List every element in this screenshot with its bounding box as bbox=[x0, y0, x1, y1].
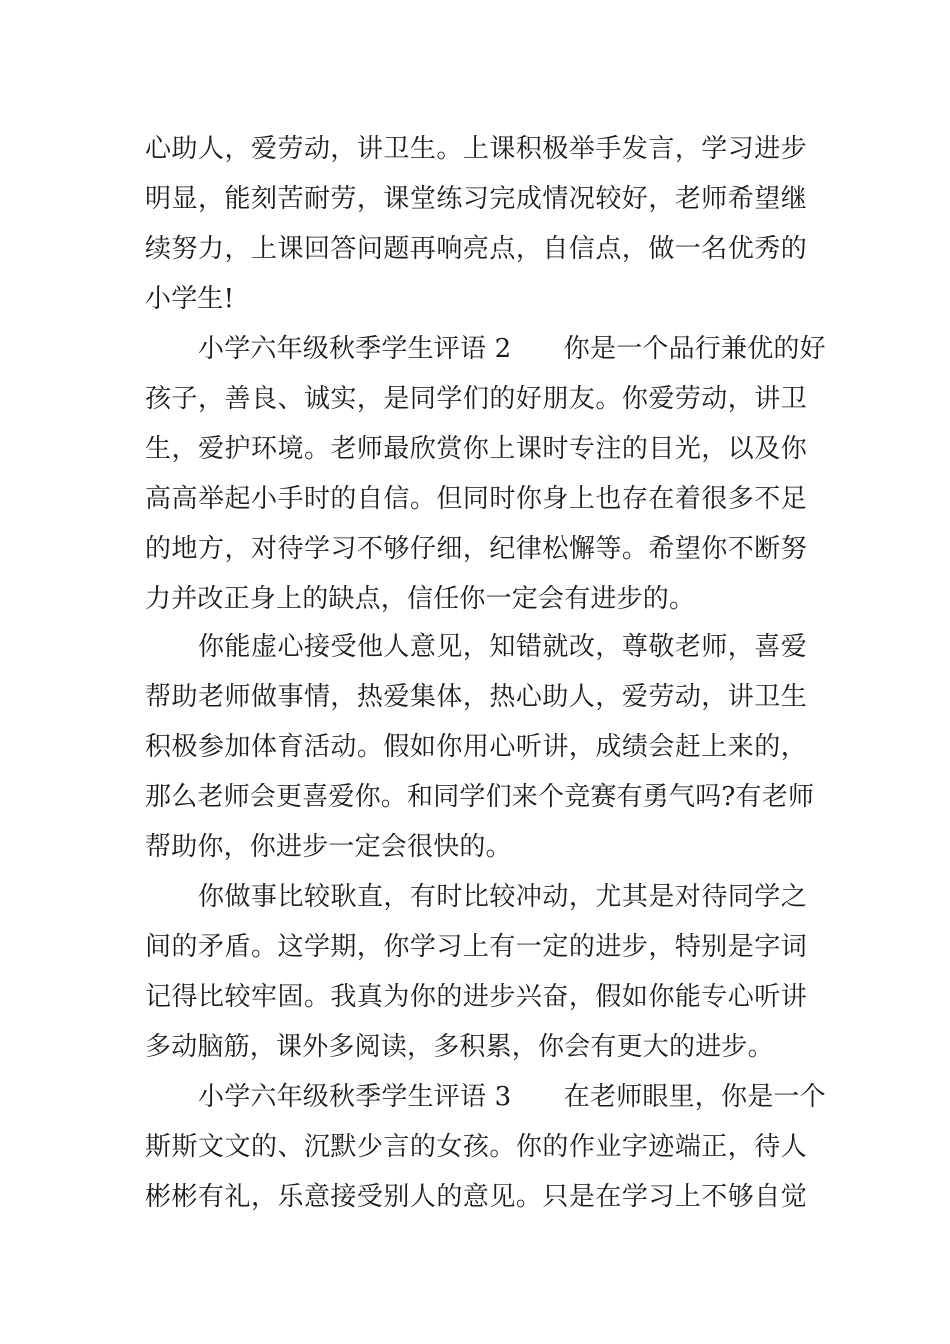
text-line: 的地方，对待学习不够仔细，纪律松懈等。希望你不断努 bbox=[145, 534, 807, 564]
paragraph-start-line: 你能虚心接受他人意见，知错就改，尊敬老师，喜爱 bbox=[198, 632, 807, 662]
text-line: 间的矛盾。这学期，你学习上有一定的进步，特别是字词 bbox=[145, 932, 807, 962]
text-line: 多动脑筋，课外多阅读，多积累，你会有更大的进步。 bbox=[145, 1032, 774, 1062]
section-heading-line: 小学六年级秋季学生评语 3 在老师眼里，你是一个 bbox=[198, 1082, 826, 1112]
text-line: 积极参加体育活动。假如你用心听讲，成绩会赶上来的， bbox=[145, 732, 807, 762]
text-line: 续努力，上课回答问题再响亮点，自信点，做一名优秀的 bbox=[145, 234, 807, 264]
text-line: 帮助你，你进步一定会很快的。 bbox=[145, 832, 512, 862]
text-line: 高高举起小手时的自信。但同时你身上也存在着很多不足 bbox=[145, 484, 807, 514]
text-line: 那么老师会更喜爱你。和同学们来个竞赛有勇气吗?有老师 bbox=[145, 782, 815, 812]
text-line: 斯斯文文的、沉默少言的女孩。你的作业字迹端正，待人 bbox=[145, 1132, 807, 1162]
text-line: 生，爱护环境。老师最欣赏你上课时专注的目光，以及你 bbox=[145, 434, 807, 464]
text-line: 心助人，爱劳动，讲卫生。上课积极举手发言，学习进步 bbox=[145, 134, 807, 164]
paragraph-start-line: 你做事比较耿直，有时比较冲动，尤其是对待同学之 bbox=[198, 882, 807, 912]
text-line: 帮助老师做事情，热爱集体，热心助人，爱劳动，讲卫生 bbox=[145, 682, 807, 712]
text-line: 力并改正身上的缺点，信任你一定会有进步的。 bbox=[145, 584, 696, 614]
text-line: 孩子，善良、诚实，是同学们的好朋友。你爱劳动，讲卫 bbox=[145, 384, 807, 414]
text-line: 明显，能刻苦耐劳，课堂练习完成情况较好，老师希望继 bbox=[145, 184, 807, 214]
text-line: 小学生! bbox=[145, 284, 235, 314]
section-heading-line: 小学六年级秋季学生评语 2 你是一个品行兼优的好 bbox=[198, 334, 826, 364]
text-line: 记得比较牢固。我真为你的进步兴奋，假如你能专心听讲 bbox=[145, 982, 807, 1012]
text-line: 彬彬有礼，乐意接受别人的意见。只是在学习上不够自觉 bbox=[145, 1182, 807, 1212]
